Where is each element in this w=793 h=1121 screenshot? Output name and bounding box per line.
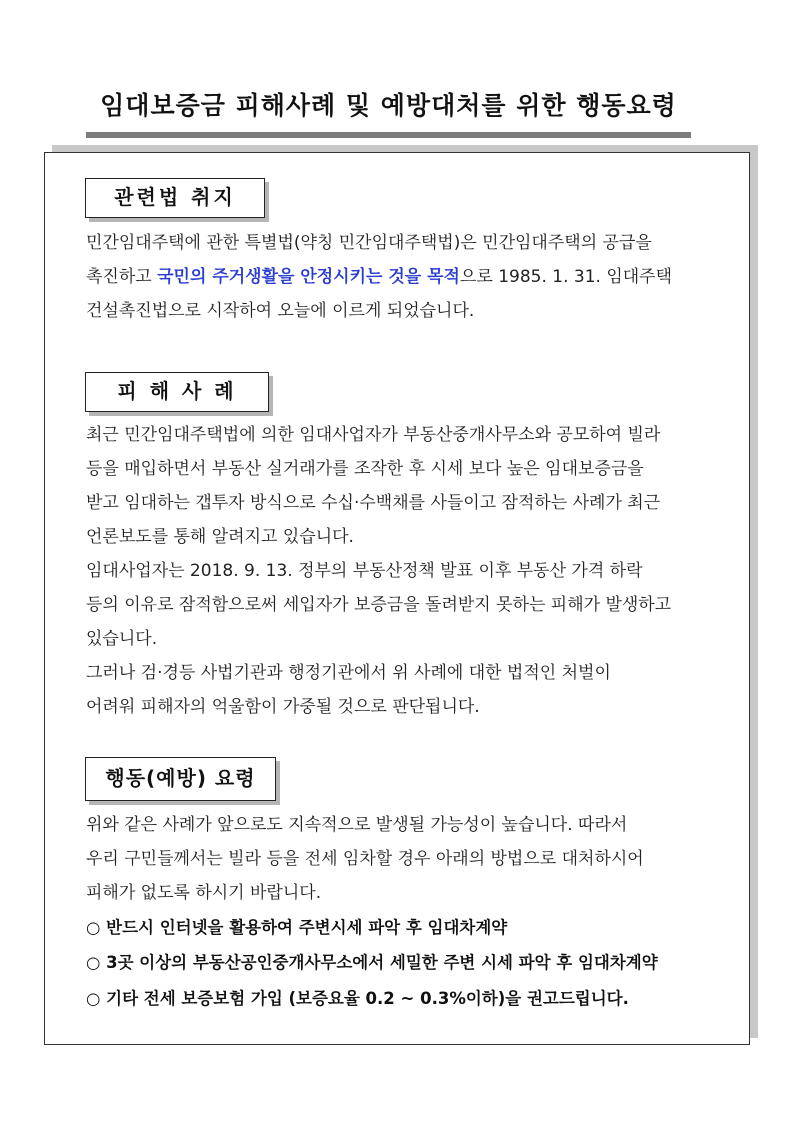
body-line: 민간임대주택에 관한 특별법(약칭 민간임대주택법)은 민간임대주택의 공급을 (86, 233, 652, 253)
body-line: 받고 임대하는 갭투자 방식으로 수십·수백채를 사들이고 잠적하는 사례가 최근 (86, 493, 661, 513)
body-line: 언론보도를 통해 알려지고 있습니다. (86, 527, 354, 547)
body-line: 임대사업자는 2018. 9. 13. 정부의 부동산정책 발표 이후 부동산 가격 하락 (86, 561, 643, 581)
section-body-damage-cases (86, 418, 708, 724)
body-line: 등의 이유로 잠적함으로써 세입자가 보증금을 돌려받지 못하는 피해가 발생하고 (86, 595, 672, 615)
body-line: 등을 매입하면서 부동산 실거래가를 조작한 후 시세 보다 높은 임대보증금을 (86, 459, 644, 479)
section-heading-text: 행동(예방) 요령 (105, 766, 256, 790)
section-body-law-purpose (86, 226, 708, 328)
title-underline (86, 132, 691, 138)
body-text: 촉진하고 (86, 267, 158, 287)
bullet-item: ○ 기타 전세 보증보험 가입 (보증요율 0.2 ~ 0.3%이하)을 권고드립니다. (86, 989, 629, 1008)
body-line (86, 260, 708, 294)
section-heading-text: 관련법 취지 (114, 185, 236, 209)
body-line: 건설촉진법으로 시작하여 오늘에 이르게 되었습니다. (86, 301, 475, 321)
body-line: 위와 같은 사례가 앞으로도 지속적으로 발생될 가능성이 높습니다. 따라서 (86, 815, 628, 835)
page-title: 임대보증금 피해사례 및 예방대처를 위한 행동요령 (100, 91, 677, 120)
body-line: 피해가 없도록 하시기 바랍니다. (86, 883, 322, 903)
section-heading-text: 피 해 사 례 (117, 379, 237, 403)
body-text: 으로 1985. 1. 31. 임대주택 (459, 267, 673, 287)
bullet-item: ○ 반드시 인터넷을 활용하여 주변시세 파악 후 임대차계약 (86, 918, 508, 937)
section-heading-law-purpose (85, 178, 265, 218)
body-line: 그러나 검·경등 사법기관과 행정기관에서 위 사례에 대한 법적인 처벌이 (86, 663, 611, 683)
emphasis-text: 국민의 주거생활을 안정시키는 것을 목적 (157, 267, 460, 287)
body-line: 어려워 피해자의 억울함이 가중될 것으로 판단됩니다. (86, 697, 480, 717)
body-line: 있습니다. (86, 629, 158, 649)
body-line: 우리 구민들께서는 빌라 등을 전세 임차할 경우 아래의 방법으로 대처하시어 (86, 849, 644, 869)
section-body-action-guide (86, 808, 708, 910)
bullet-item: ○ 3곳 이상의 부동산공인중개사무소에서 세밀한 주변 시세 파악 후 임대차계약 (86, 953, 658, 972)
body-line: 최근 민간임대주택법에 의한 임대사업자가 부동산중개사무소와 공모하여 빌라 (86, 425, 661, 445)
section-heading-damage-cases (85, 372, 269, 412)
title-block (86, 86, 691, 138)
section-heading-action-guide (85, 757, 276, 801)
